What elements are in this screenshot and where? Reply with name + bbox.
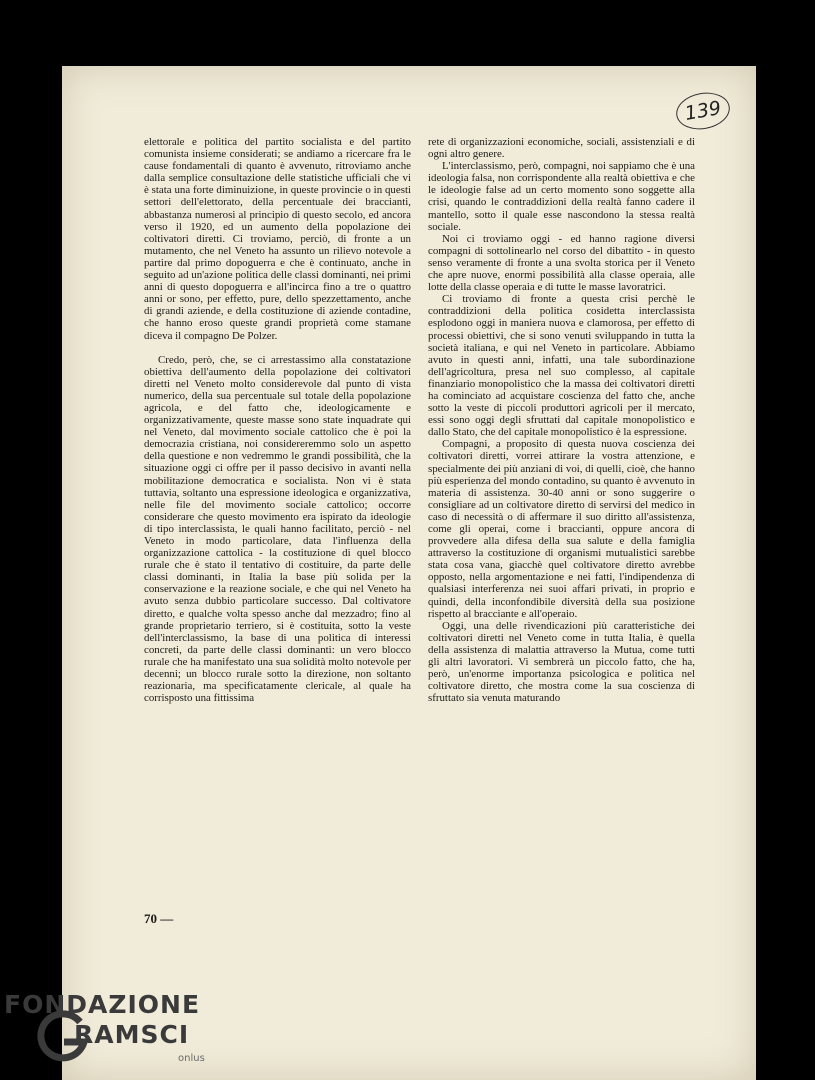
paragraph: L'interclassismo, però, compagni, noi sappiamo che è una ideologia falsa, non corrispondente alla realtà obiettiva e che le ideologie false ad un certo momento sono soggette alla crisi, quando le contraddizioni della realtà fanno cadere il mantello, sotto il quale esse nascondono la stessa realtà sociale. xyxy=(428,160,695,233)
paragraph: Oggi, una delle rivendicazioni più caratteristiche dei coltivatori diretti nel Veneto come in tutta Italia, è quella della assistenza di malattia attraverso la Mutua, come tutti gli altri lavoratori. Vi sembrerà un piccolo fatto, che ha, però, un'enorme importanza psicologica e politica nel coltivatore diretto, che mostra come la sua coscienza di sfruttato sia venuta maturando xyxy=(428,619,695,705)
paragraph: elettorale e politica del partito socialista e del partito comunista insieme considerati; se andiamo a ricercare fra le cause fondamentali di quanto è avvenuto, ritroviamo anche dalla semplice consultazione delle statistiche ufficiali che vi è stata una forte diminuizione, in queste provincie o in questi settori dell'elettorato, della percentuale dei braccianti, abbastanza numerosi al principio di questo secolo, ed ancora verso il 1920, ed un aumento della popolazione dei coltivatori diretti. Ci troviamo, perciò, di fronte a un mutamento, che nel Veneto ha assunto un rilievo notevole a partire dal primo dopoguerra e che è continuato, anche in seguito ad un'azione politica delle classi dominanti, nei primi anni di questo dopoguerra e all'incirca fino a tre o quattro anni or sono, per effetto, pure, dello spezzettamento, anche di grandi aziende, e della costituzione di aziende contadine, che hanno eroso queste grandi proprietà come stamane diceva il compagno De Polzer. xyxy=(144,136,411,342)
fondazione-gramsci-logo xyxy=(0,990,215,1080)
paragraph: Ci troviamo di fronte a questa crisi perchè le contraddizioni della politica cosidetta interclassista esplodono oggi in maniera nuova e clamorosa, per effetto di processi obiettivi, che si sono venuti sviluppando in tutta la società italiana, e qui nel Veneto in particolare. Abbiamo avuto in questi anni, infatti, una tale subordinazione dell'agricoltura, presa nel suo complesso, al capitale finanziario monopolistico che la massa dei coltivatori diretti ha cominciato ad acquistare coscienza del fatto che, anche sotto la veste di piccoli produttori agricoli per il mercato, essi sono oggi degli sfruttati dal capitale monopolistico e dallo Stato, che del capitale monopolistico è la espressione. xyxy=(428,293,695,439)
left-text-column xyxy=(144,136,411,704)
paragraph: rete di organizzazioni economiche, sociali, assistenziali e di ogni altro genere. xyxy=(428,136,695,161)
page-folio: 70 — xyxy=(144,911,174,926)
paragraph: Credo, però, che, se ci arrestassimo alla constatazione obiettiva dell'aumento della popolazione dei coltivatori diretti nel Veneto molto considerevole dal punto di vista numerico, della sua percentuale sul totale della popolazione agricola, e del fatto che, ideologicamente e organizzativamente, queste masse sono state inquadrate qui nel Veneto, dal movimento sociale cattolico che è poi la democrazia cristiana, noi considereremmo solo un aspetto della questione e non vedremmo le grandi possibilità, che la situazione oggi ci offre per il passo decisivo in avanti nella mobilitazione democratica e socialista. Non vi è stata tuttavia, soltanto una espressione ideologica e organizzativa, nelle file del movimento sociale cattolico; occorre considerare che questo movimento era ispirato da ideologie di tipo interclassista, le quali hanno facilitato, perciò - nel Veneto in modo particolare, data l'influenza della organizzazione cattolica - la costituzione di quel blocco rurale che è stato il tentativo di costituire, da parte delle classi dominanti, in Italia la base più solida per la conservazione e la reazione sociale, e che qui nel Veneto ha avuto senza dubbio particolare successo. Dal coltivatore diretto, e qualche volta spesso anche dal mezzadro; fino al grande proprietario terriero, si è costituita, sotto la veste dell'interclassismo, la base di una politica di interessi concreti, da parte delle classi dominanti: un vero blocco rurale che ha manifestato una sua solidità molto notevole per decenni; un blocco rurale sotto la direzione, non soltanto reazionaria, ma specificatamente clericale, al quale ha corrisposto una fittissima xyxy=(144,353,411,705)
logo-line-onlus: onlus xyxy=(178,1053,205,1064)
logo-line-gramsci: RAMSCI xyxy=(74,1020,190,1049)
paragraph: Compagni, a proposito di questa nuova coscienza dei coltivatori diretti, vorrei attirare la vostra attenzione, e specialmente dei più anziani di voi, di quelli, cioè, che hanno più esperienza del mondo contadino, su quanto è avvenuto in materia di assistenza. 30-40 anni or sono suggerire o consigliare ad un coltivatore diretto di servirsi del medico in caso di necessità o di affermare il suo diritto all'assistenza, come gli operai, come i braccianti, oppure ancora di provvedere alla difesa della sua salute e della famiglia attraverso la costituzione di organismi mutualistici sarebbe stata cosa vana, giacchè quel coltivatore diretto avrebbe opposto, nella argomentazione e nei fatti, l'indipendenza di qualsiasi interferenza nei suoi affari privati, in proprio e quindi, della inconfondibile diversità della sua posizione rispetto al bracciante e all'operaio. xyxy=(428,438,695,620)
right-text-column xyxy=(428,136,695,704)
logo-line-fondazione: FONDAZIONE xyxy=(4,990,201,1019)
handwritten-page-number: 139 xyxy=(673,89,732,134)
paragraph: Noi ci troviamo oggi - ed hanno ragione diversi compagni di sottolinearlo nel corso del dibattito - in questo senso veramente di fronte a una svolta storica per il Veneto che apre nuove, enormi possibilità alla classe operaia, alle lotte della classe operaia e di tutte le masse lavoratrici. xyxy=(428,232,695,294)
